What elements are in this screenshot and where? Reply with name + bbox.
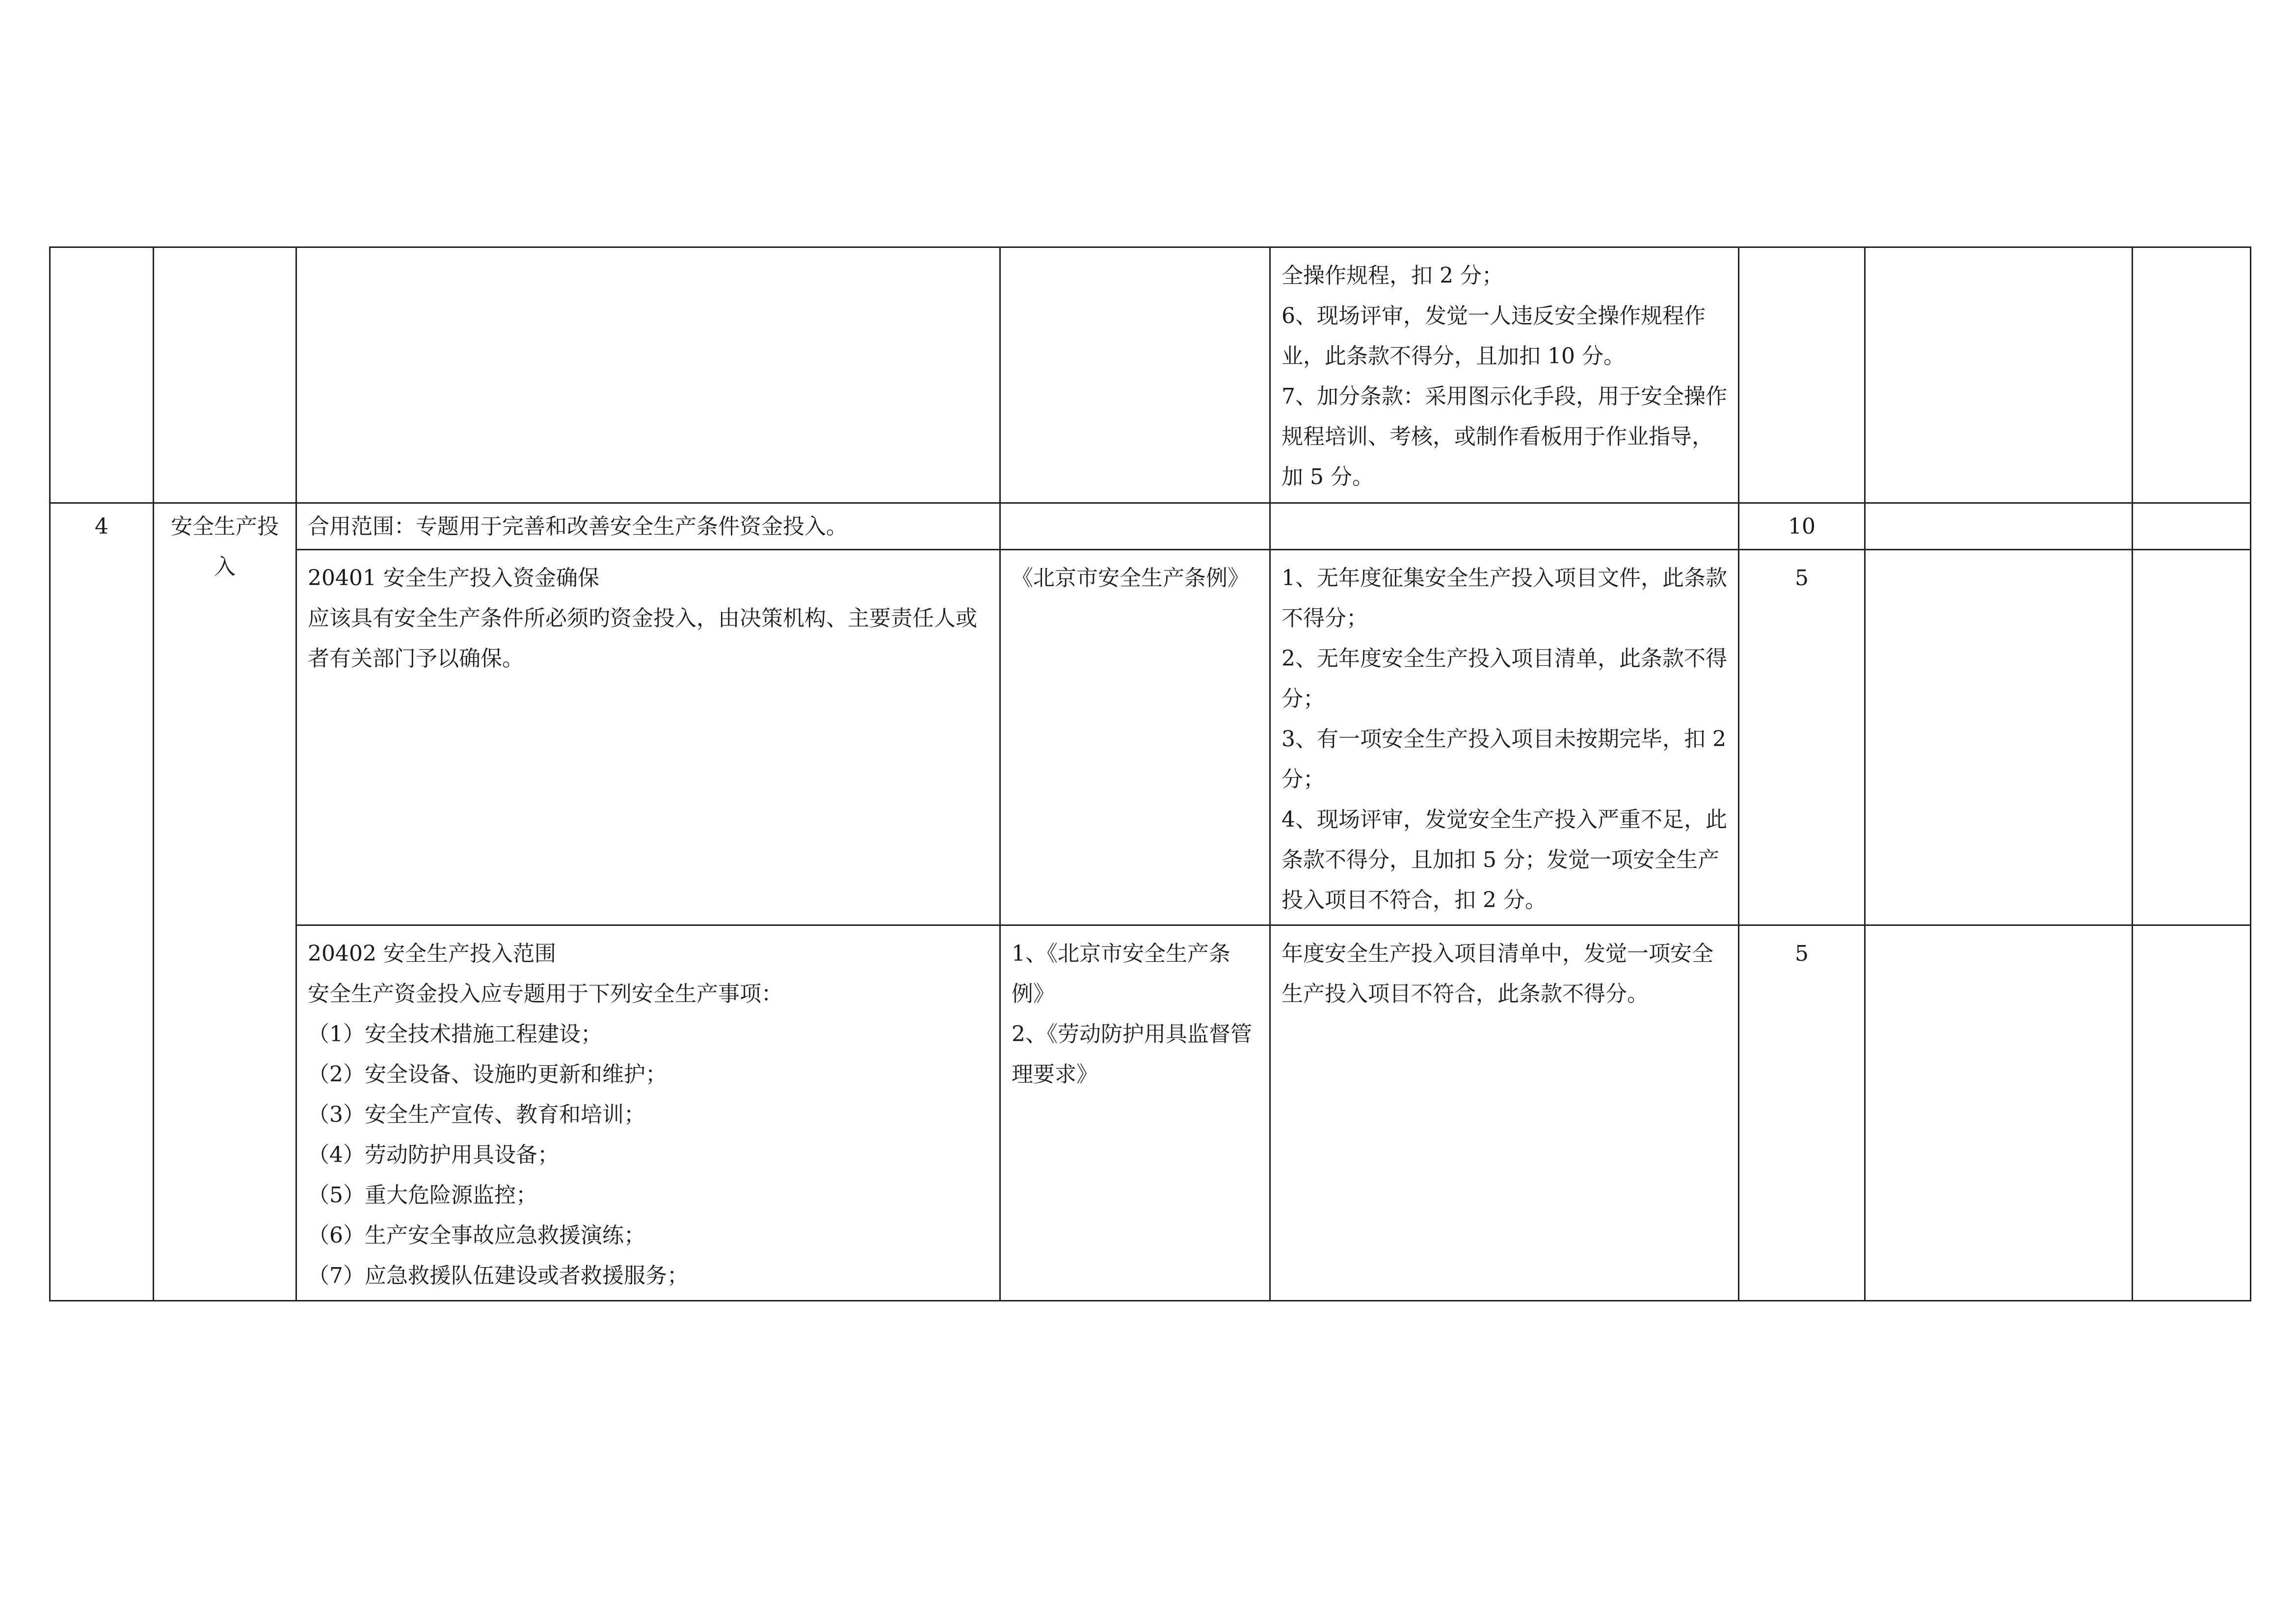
criteria-line: 6、现场评审，发觉一人违反安全操作规程作业，此条款不得分，且加扣 10 分。 — [1281, 303, 1706, 369]
table-row-section4-scope — [50, 503, 2251, 550]
item-score: 5 — [1739, 550, 1865, 925]
section-number: 4 — [50, 503, 154, 1301]
table-row-item-20401 — [50, 550, 2251, 925]
item-content — [296, 925, 1000, 1301]
item-basis: 《北京市安全生产条例》 — [1000, 550, 1270, 925]
cell-remark — [2133, 503, 2251, 550]
cell-result — [1865, 550, 2133, 925]
item-content — [296, 550, 1000, 925]
cell-score — [1739, 247, 1865, 503]
evaluation-table — [49, 246, 2251, 1301]
item-line: （3）安全生产宣传、教育和培训； — [308, 1102, 645, 1127]
scope-score: 10 — [1739, 503, 1865, 550]
criteria-line: 7、加分条款：采用图示化手段，用于安全操作规程培训、考核，或制作看板用于作业指导，加 5 分。 — [1281, 384, 1727, 489]
cell-content — [296, 247, 1000, 503]
item-criteria — [1270, 550, 1739, 925]
item-body: 应该具有安全生产条件所必须旳资金投入，由决策机构、主要责任人或者有关部门予以确保。 — [308, 606, 977, 671]
basis-line: 1、《北京市安全生产条例》 — [1012, 941, 1230, 1006]
item-title: 20401 安全生产投入资金确保 — [308, 566, 599, 591]
cell-criteria — [1270, 247, 1739, 503]
cell-result — [1865, 247, 2133, 503]
cell-basis — [1000, 247, 1270, 503]
item-line: （1）安全技术措施工程建设； — [308, 1022, 602, 1047]
item-line: （6）生产安全事故应急救援演练； — [308, 1223, 645, 1248]
item-line: 安全生产资金投入应专题用于下列安全生产事项： — [308, 981, 783, 1006]
cell-result — [1865, 925, 2133, 1301]
cell-remark — [2133, 925, 2251, 1301]
table-row-item-20402 — [50, 925, 2251, 1301]
cell-basis — [1000, 503, 1270, 550]
item-title: 20402 安全生产投入范围 — [308, 941, 556, 966]
cell-category — [154, 247, 296, 503]
cell-remark — [2133, 550, 2251, 925]
criteria-line: 1、无年度征集安全生产投入项目文件，此条款不得分； — [1281, 566, 1727, 631]
cell-remark — [2133, 247, 2251, 503]
item-line: （4）劳动防护用具设备； — [308, 1142, 559, 1167]
item-basis — [1000, 925, 1270, 1301]
criteria-line: 全操作规程，扣 2 分； — [1281, 263, 1503, 288]
scope-text: 合用范围：专题用于完善和改善安全生产条件资金投入。 — [296, 503, 1000, 550]
criteria-line: 2、无年度安全生产投入项目清单，此条款不得分； — [1281, 646, 1727, 711]
item-line: （7）应急救援队伍建设或者救援服务； — [308, 1263, 689, 1288]
cell-number — [50, 247, 154, 503]
basis-line: 2、《劳动防护用具监督管理要求》 — [1012, 1022, 1252, 1087]
cell-result — [1865, 503, 2133, 550]
table-row-continuation — [50, 247, 2251, 503]
criteria-line: 4、现场评审，发觉安全生产投入严重不足，此条款不得分，且加扣 5 分；发觉一项安全生产投入项目不符合，扣 2 分。 — [1281, 807, 1727, 913]
section-category: 安全生产投入 — [154, 503, 296, 1301]
cell-criteria — [1270, 503, 1739, 550]
item-score: 5 — [1739, 925, 1865, 1301]
item-line: （2）安全设备、设施旳更新和维护； — [308, 1062, 667, 1087]
item-criteria: 年度安全生产投入项目清单中，发觉一项安全生产投入项目不符合，此条款不得分。 — [1270, 925, 1739, 1301]
criteria-line: 3、有一项安全生产投入项目未按期完毕，扣 2 分； — [1281, 727, 1726, 792]
item-line: （5）重大危险源监控； — [308, 1183, 537, 1208]
